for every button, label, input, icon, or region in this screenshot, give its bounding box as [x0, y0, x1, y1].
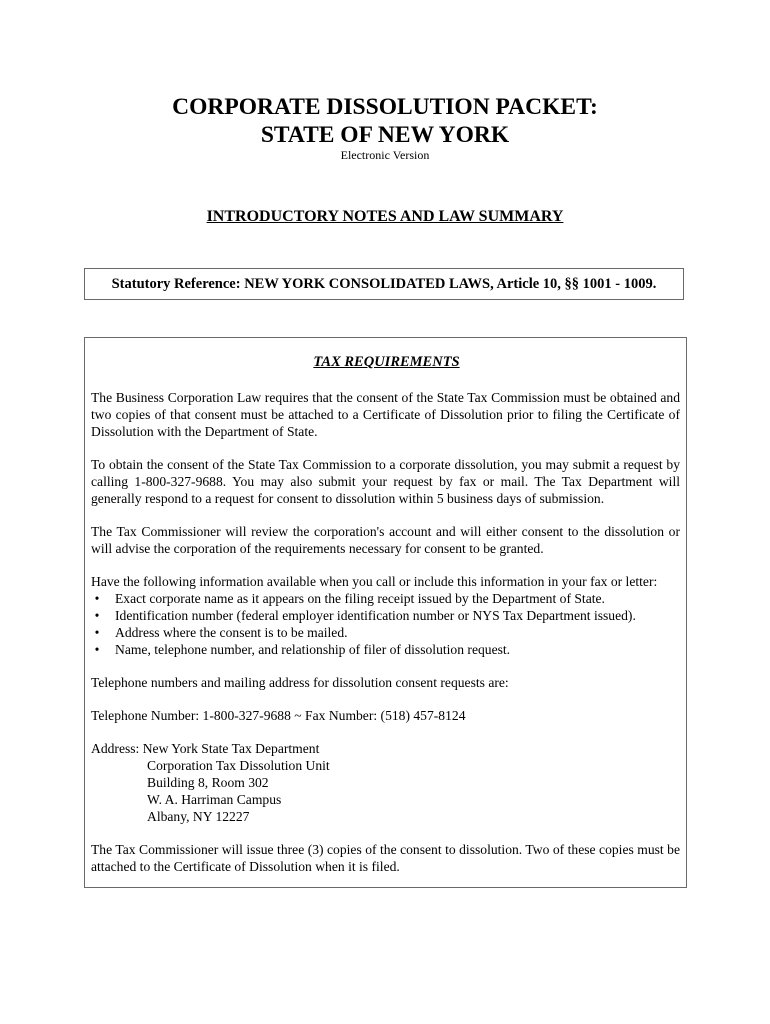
list-item [91, 624, 680, 641]
list-item [91, 607, 680, 624]
paragraph-review: The Tax Commissioner will review the corporation's account and will either consent to the dissolution or will advise the corporation of the requirements necessary for consent to be granted. [91, 524, 680, 556]
bullet-icon: • [94, 642, 100, 657]
statutory-reference-box [84, 268, 684, 300]
phone-fax-line: Telephone Number: 1-800-327-9688 ~ Fax Number: (518) 457-8124 [91, 708, 466, 723]
version-label: Electronic Version [340, 148, 430, 162]
tax-requirements-heading: TAX REQUIREMENTS [313, 354, 460, 370]
address-line: Albany, NY 12227 [147, 809, 250, 824]
address-line: Corporation Tax Dissolution Unit [147, 758, 330, 773]
paragraph-closing: The Tax Commissioner will issue three (3) copies of the consent to dissolution. Two of these copies must be attached to the Certificate of Dissolution when it is filed. [91, 842, 680, 874]
tax-requirements-box [84, 337, 687, 888]
required-info-list [91, 590, 680, 658]
tax-requirements-content [91, 389, 680, 875]
list-item-text: Name, telephone number, and relationship of filer of dissolution request. [115, 642, 511, 657]
list-item-text: Identification number (federal employer identification number or NYS Tax Department issued). [115, 608, 636, 623]
paragraph-how-to-request: To obtain the consent of the State Tax Commission to a corporate dissolution, you may submit a request by calling 1-800-327-9688. You may also submit your request by fax or mail. The Tax Department will generally respond to a request for consent to dissolution within 5 business days of submission. [91, 457, 680, 506]
address-label-line: Address: New York State Tax Department [91, 741, 320, 756]
mailing-address [91, 740, 680, 825]
list-item-text: Address where the consent is to be mailed. [115, 625, 348, 640]
paragraph-consent-requirement: The Business Corporation Law requires that the consent of the State Tax Commission must be obtained and two copies of that consent must be attached to a Certificate of Dissolution prior to filing the Certificate of Dissolution with the Department of State. [91, 390, 680, 439]
bullet-icon: • [94, 608, 100, 623]
document-title-line2: STATE OF NEW YORK [260, 122, 510, 148]
address-line: W. A. Harriman Campus [147, 792, 282, 807]
bullet-icon: • [94, 625, 100, 640]
contact-intro: Telephone numbers and mailing address for dissolution consent requests are: [91, 675, 509, 690]
bullet-icon: • [94, 591, 100, 606]
section-title: INTRODUCTORY NOTES AND LAW SUMMARY [206, 208, 564, 225]
list-item [91, 641, 680, 658]
list-intro: Have the following information available when you call or include this information in your fax or letter: [91, 574, 658, 589]
address-line: Building 8, Room 302 [147, 775, 269, 790]
list-item [91, 590, 680, 607]
document-title-line1: CORPORATE DISSOLUTION PACKET: [172, 94, 598, 120]
list-item-text: Exact corporate name as it appears on the filing receipt issued by the Department of State. [115, 591, 605, 606]
statutory-reference-text: Statutory Reference: NEW YORK CONSOLIDATED LAWS, Article 10, §§ 1001 - 1009. [111, 276, 657, 292]
